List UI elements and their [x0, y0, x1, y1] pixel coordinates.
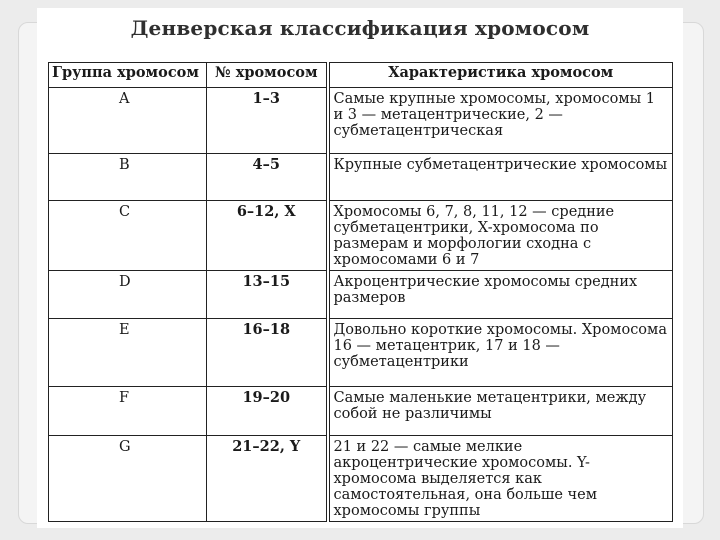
header-group: Группа хромосом: [49, 63, 207, 88]
numbers-cell: 19–20: [207, 387, 328, 436]
table-row: [49, 436, 673, 522]
group-cell: E: [49, 319, 207, 387]
group-cell: B: [49, 154, 207, 201]
description-cell: Довольно короткие хромосомы. Хромосома 16 — метацентрик, 17 и 18 — субметацентрики: [328, 319, 673, 387]
description-cell: Крупные субметацентрические хромосомы: [328, 154, 673, 201]
group-cell: G: [49, 436, 207, 522]
description-cell: Акроцентрические хромосомы средних размеров: [328, 271, 673, 319]
page-title: Денверская классификация хромосом: [130, 16, 590, 40]
table-row: [49, 271, 673, 319]
numbers-cell: 1–3: [207, 88, 328, 154]
table-row: [49, 154, 673, 201]
table-row: [49, 201, 673, 271]
description-cell: 21 и 22 — самые мелкие акроцентрические хромосомы. Y-хромосома выделяется как самостоятельная, она больше чем хромосомы группы: [328, 436, 673, 522]
group-cell: D: [49, 271, 207, 319]
description-cell: Самые маленькие метацентрики, между собой не различимы: [328, 387, 673, 436]
numbers-cell: 4–5: [207, 154, 328, 201]
description-cell: Самые крупные хромосомы, хромосомы 1 и 3 — метацентрические, 2 — субметацентрическая: [328, 88, 673, 154]
table-row: [49, 387, 673, 436]
slide: [37, 8, 683, 528]
description-cell: Хромосомы 6, 7, 8, 11, 12 — средние субметацентрики, X-хромосома по размерам и морфологии сходна с хромосомами 6 и 7: [328, 201, 673, 271]
group-cell: F: [49, 387, 207, 436]
header-numbers: № хромосом: [207, 63, 328, 88]
numbers-cell: 6–12, X: [207, 201, 328, 271]
group-cell: A: [49, 88, 207, 154]
numbers-cell: 21–22, Y: [207, 436, 328, 522]
table-row: [49, 319, 673, 387]
table-header-row: [49, 63, 673, 88]
numbers-cell: 13–15: [207, 271, 328, 319]
table-row: [49, 88, 673, 154]
group-cell: C: [49, 201, 207, 271]
header-description: Характеристика хромосом: [328, 63, 673, 88]
numbers-cell: 16–18: [207, 319, 328, 387]
chromosome-table: [48, 62, 673, 522]
